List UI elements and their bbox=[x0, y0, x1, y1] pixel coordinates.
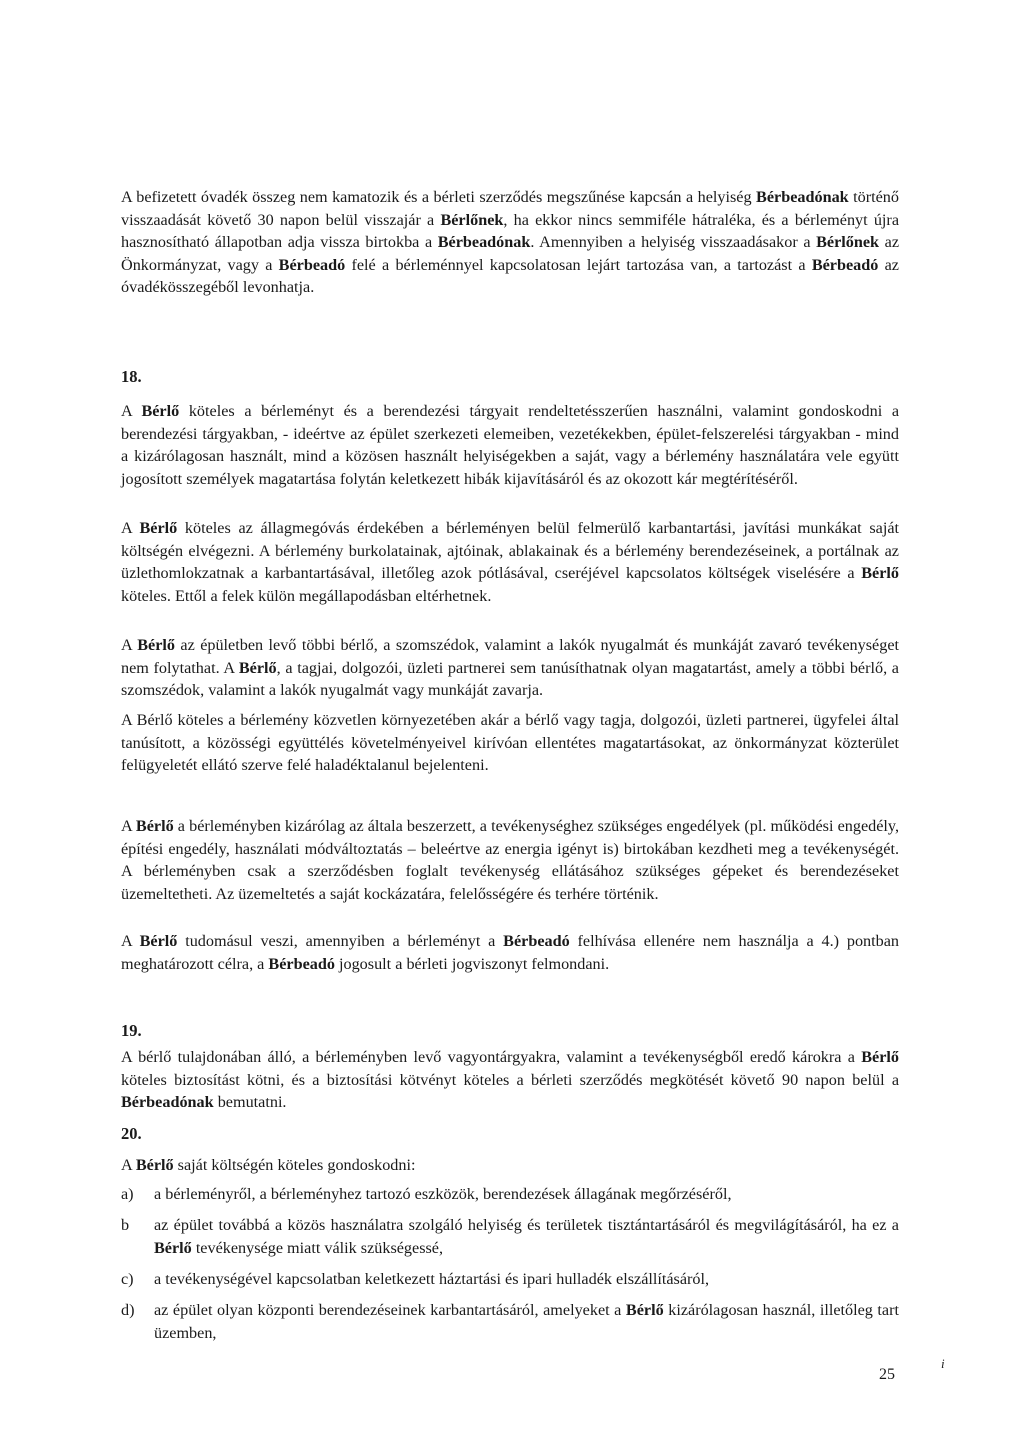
list-label: d) bbox=[121, 1301, 135, 1319]
bold-term: Bérlő bbox=[139, 519, 178, 537]
bold-term: Bérlő bbox=[141, 402, 180, 420]
list-item-d bbox=[121, 1299, 899, 1344]
bold-term: Bérbeadónak bbox=[437, 233, 531, 252]
bold-term: Bérlő bbox=[135, 1156, 174, 1174]
page-number: 25 bbox=[879, 1366, 895, 1383]
bold-term: Bérlő bbox=[154, 1238, 192, 1257]
list-text: az épület továbbá a közös használatra szolgáló helyiség és területek tisztántartásáról és megvilágításáról, ha ez a Bérlő tevékenysége miatt válik szükségessé, bbox=[154, 1216, 899, 1257]
margin-mark: i bbox=[941, 1356, 945, 1371]
bold-term: Bérlőnek bbox=[440, 210, 504, 229]
bold-term: Bérlő bbox=[625, 1301, 664, 1319]
list-item-b bbox=[121, 1214, 899, 1259]
bold-term: Bérbeadó bbox=[278, 255, 346, 274]
section-heading-20: 20. bbox=[121, 1124, 142, 1143]
paragraph-18-termination: A Bérlő tudomásul veszi, amennyiben a bérleményt a Bérbeadó felhívása ellenére nem használja a 4.) pontban meghatározott célra, a Bérbeadó jogosult a bérleti jogviszonyt felmondani. bbox=[121, 932, 900, 973]
section-heading-18: 18. bbox=[121, 367, 142, 386]
bold-term: Bérlő bbox=[139, 932, 178, 950]
bold-term: Bérbeadónak bbox=[121, 1093, 214, 1112]
paragraph-19-insurance: A bérlő tulajdonában álló, a bérleményben levő vagyontárgyakra, valamint a tevékenységből eredő károkra a Bérlő köteles biztosítást kötni, és a biztosítási kötvényt köteles a bérleti szerződés megkötését követő 90 napon belül a Bérbeadónak bemutatni. bbox=[121, 1048, 899, 1112]
list-label: b bbox=[121, 1216, 130, 1234]
paragraph-18-disturbance: A Bérlő az épületben levő többi bérlő, a szomszédok, valamint a lakók nyugalmát és munkáját zavaró tevékenységet nem folytathat. A Bérlő, a tagjai, dolgozói, üzleti partnerei sem tanúsíthatnak olyan magatartást, amely a többi bérlő, a szomszédok, valamint a lakók nyugalmát vagy munkáját zavarja. bbox=[121, 636, 899, 700]
bold-term: Bérlőnek bbox=[816, 233, 880, 252]
list-label: a) bbox=[121, 1185, 134, 1203]
bold-term: Bérlő bbox=[135, 817, 174, 835]
paragraph-18-reporting: A Bérlő köteles a bérlemény közvetlen környezetében akár a bérlő vagy tagja, dolgozói, üzleti partnerei, ügyfelei által tanúsított, a közösségi együttélés követelményeivel kirívóan ellentétes magatartásokat, az önkormányzat közterület felügyeletét ellátó szerve felé haladéktalanul bejelenteni. bbox=[121, 711, 899, 775]
bold-term: Bérlő bbox=[137, 636, 175, 654]
paragraph-18-maintenance: A Bérlő köteles az állagmegóvás érdekében a bérleményen belül felmerülő karbantartási, javítási munkákat saját költségén elvégezni. A bérlemény burkolatainak, ajtóinak, ablakainak és a bérlemény berendezéseinek, a portálnak az üzlethomlokzatnak a karbantartásával, illetőleg azok pótlásával, cseréjével kapcsolatos költségek viselésére a Bérlő köteles. Ettől a felek külön megállapodásban eltérhetnek. bbox=[121, 519, 900, 605]
list-item-c bbox=[121, 1268, 899, 1291]
bold-term: Bérlő bbox=[861, 1048, 899, 1066]
list-item-a bbox=[121, 1183, 899, 1206]
bold-term: Bérbeadó bbox=[268, 954, 335, 973]
section-heading-19: 19. bbox=[121, 1021, 142, 1040]
bold-term: Bérbeadónak bbox=[756, 188, 849, 206]
paragraph-20-intro: A Bérlő saját költségén köteles gondoskodni: bbox=[121, 1156, 416, 1174]
list-text: a bérleményről, a bérleményhez tartozó eszközök, berendezések állagának megőrzéséről, bbox=[154, 1185, 732, 1203]
paragraph-18-usage: A Bérlő köteles a bérleményt és a berendezési tárgyait rendeltetésszerűen használni, valamint gondoskodni a berendezési tárgyakban, - ideértve az épület szerkezeti elemeiben, vezetékekben, épület-felszerelési tárgyakban - mind a kizárólagosan használt, mind a közösen használt helyiségekben a saját, vagy a bérlemény használatára vele együtt jogosított személyek magatartása folytán keletkezett hibák kijavításáról és az okozott kár megtérítéséről. bbox=[121, 402, 900, 488]
bold-term: Bérbeadó bbox=[503, 932, 570, 950]
paragraph-deposit: A befizetett óvadék összeg nem kamatozik és a bérleti szerződés megszűnése kapcsán a helyiség Bérbeadónak történő visszaadását követő 30 napon belül visszajár a Bérlőnek, ha ekkor nincs semmiféle hátraléka, és a bérleményt újra hasznosítható állapotban adja vissza birtokba a Bérbeadónak. Amennyiben a helyiség visszaadásakor a Bérlőnek az Önkormányzat, vagy a Bérbeadó felé a bérleménnyel kapcsolatosan lejárt tartozása van, a tartozást a Bérbeadó az óvadékösszegéből levonhatja. bbox=[121, 188, 900, 297]
list-text: az épület olyan központi berendezéseinek karbantartásáról, amelyeket a Bérlő kizárólagosan használ, illetőleg tart üzemben, bbox=[154, 1301, 899, 1342]
paragraph-18-permits: A Bérlő a bérleményben kizárólag az általa beszerzett, a tevékenységhez szükséges engedélyek (pl. működési engedély, építési engedély, használati módváltoztatás – beleértve az energia igényt is) birtokában kezdheti meg a tevékenységét. A bérleményben csak a szerződésben foglalt tevékenység ellátásához szükséges gépeket és berendezéseket üzemeltetheti. Az üzemeltetés a saját kockázatára, felelősségére és terhére történik. bbox=[121, 817, 900, 903]
bold-term: Bérbeadó bbox=[811, 255, 879, 274]
list-label: c) bbox=[121, 1270, 134, 1288]
bold-term: Bérlő bbox=[861, 564, 899, 583]
list-text: a tevékenységével kapcsolatban keletkezett háztartási és ipari hulladék elszállításáról, bbox=[154, 1270, 710, 1288]
bold-term: Bérlő bbox=[238, 658, 277, 677]
